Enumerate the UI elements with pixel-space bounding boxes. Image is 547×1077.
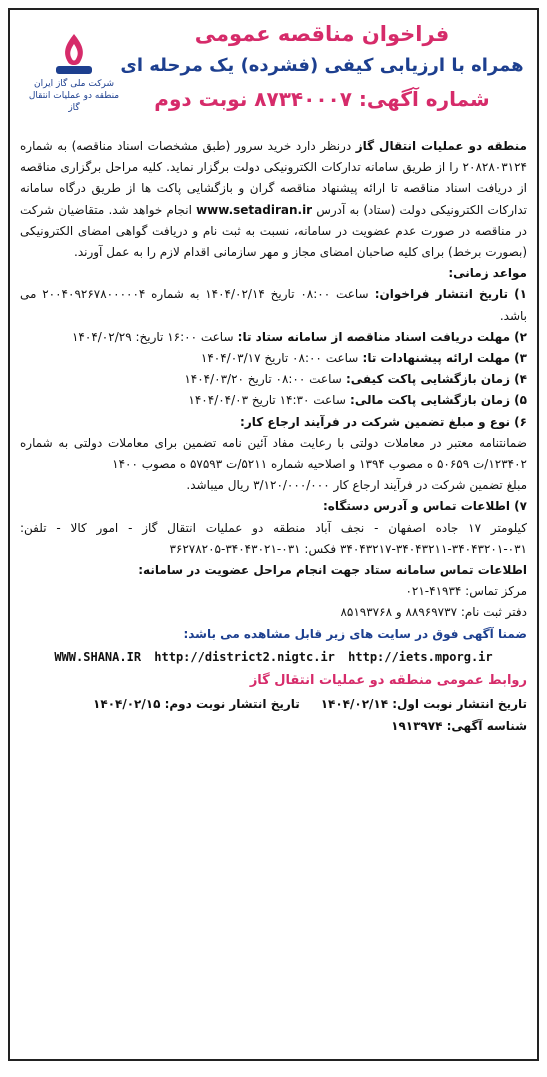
- schedule-item-3-label: ۳) مهلت ارائه پیشنهادات تا:: [358, 351, 527, 366]
- schedule-item-4-label: ۴) زمان بازگشایی پاکت کیفی:: [341, 372, 527, 387]
- guarantee-text: ضمانتنامه معتبر در معاملات دولتی با رعایت مفاد آئین نامه تضمین برای معاملات دولتی به شماره ۱۲۳۴۰۲/ت ۵۰۶۵۹ ه مصوب ۱۳۹۴ و اصلاحیه شماره ۵۲۱۱/ت ۵۷۵۹۳ ه مصوب ۱۴۰۰: [20, 435, 527, 472]
- logo-line-1: شرکت ملی گاز ایران: [34, 79, 114, 89]
- schedule-item-2-label: ۲) مهلت دریافت اسناد مناقصه از سامانه ستاد تا:: [233, 329, 527, 344]
- websites-list: [20, 645, 527, 669]
- setad-call-center: مرکز تماس: ۴۱۹۳۴-۰۲۱: [405, 584, 527, 599]
- schedule-item-3-text: ساعت ۰۸:۰۰ تاریخ ۱۴۰۴/۰۳/۱۷: [200, 351, 359, 366]
- notice-subtitle: همراه با ارزیابی کیفی (فشرده) یک مرحله ای: [120, 55, 524, 76]
- intro-text: درنظر دارد خرید سرور (طبق مشخصات اسناد مناقصه) به شماره ۲۰۸۲۸۰۳۱۲۴ را از طریق سامانه تدارکات الکترونیکی دولت برگزار نماید. کلیه مراحل برگزاری مناقصه از دریافت اسناد مناقصه تا ارائه پیشنهاد مناقصه گران و بازگشایی پاکت ها از طریق درگاه سامانه تدارکات الکترونیکی دولت (ستاد) به آدرس: [20, 139, 527, 217]
- setad-registration-office: دفتر ثبت نام: ۸۸۹۶۹۷۳۷ و ۸۵۱۹۳۷۶۸: [340, 605, 527, 620]
- schedule-item-2: [20, 327, 527, 348]
- schedule-item-3: [20, 348, 527, 369]
- company-logo: [22, 32, 126, 132]
- website-district2[interactable]: http://district2.nigtc.ir: [154, 649, 335, 664]
- contact-text: کیلومتر ۱۷ جاده اصفهان - نجف آباد منطقه دو عملیات انتقال گاز - امور کالا - تلفن: ۰۳۱-۳۴۰۴۳۲۰۱-۳۴۰۴۳۲۱۱-۳۴۰۴۳۲۱۷ فکس: ۰۳۱-۳۴۰۴۳۰۲۱-۳۶۲۷۸۲۰۵: [20, 520, 527, 556]
- website-shana[interactable]: WWW.SHANA.IR: [54, 649, 142, 664]
- org-name: منطقه دو عملیات انتقال گاز: [355, 139, 527, 153]
- second-publication-date: تاریخ انتشار نوبت دوم: ۱۴۰۴/۰۲/۱۵: [93, 696, 300, 711]
- guarantee-heading: ۶) نوع و مبلغ تضمین شرکت در فرآیند ارجاع کار:: [240, 414, 527, 429]
- schedule-item-1-label: ۱) تاریخ انتشار فراخوان:: [368, 287, 527, 302]
- contact-heading: ۷) اطلاعات تماس و آدرس دستگاه:: [322, 499, 527, 514]
- title-block: [117, 18, 527, 116]
- ad-identifier: شناسه آگهی: ۱۹۱۳۹۷۴: [391, 718, 527, 733]
- notice-title: فراخوان مناقصه عمومی: [194, 22, 450, 46]
- publication-dates: [20, 693, 527, 715]
- schedule-item-2-text: ساعت ۱۶:۰۰ تاریخ: ۱۴۰۴/۰۲/۲۹: [71, 329, 234, 344]
- intro-text-2: انجام خواهد شد. متقاضیان شرکت در مناقصه در صورت عدم عضویت در سامانه، نسبت به ثبت نام و دریافت گواهی امضای الکترونیکی (بصورت برخط) برای کلیه صاحبان امضای مجاز و مهر سازمانی اقدام لازم را به عمل آورند.: [20, 202, 527, 260]
- intro-paragraph: [20, 136, 527, 263]
- tender-notice: [8, 8, 539, 1061]
- schedule-item-1: [20, 284, 527, 326]
- setad-contact-heading: اطلاعات تماس سامانه ستاد جهت انجام مراحل عضویت در سامانه:: [138, 563, 527, 578]
- website-iets[interactable]: http://iets.mporg.ir: [348, 649, 493, 664]
- notice-header: [20, 18, 527, 136]
- notice-body: [20, 136, 527, 737]
- schedule-item-5-text: ساعت ۱۴:۳۰ تاریخ ۱۴۰۴/۰۴/۰۳: [188, 393, 346, 408]
- schedule-item-5-label: ۵) زمان بازگشایی پاکت مالی:: [345, 393, 527, 408]
- guarantee-amount: مبلغ تضمین شرکت در فرآیند ارجاع کار ۳/۱۲۰/۰۰۰/۰۰۰ ریال میباشد.: [186, 478, 527, 493]
- schedule-item-4-text: ساعت ۰۸:۰۰ تاریخ ۱۴۰۴/۰۳/۲۰: [184, 372, 342, 387]
- logo-line-2: منطقه دو عملیات انتقال گاز: [28, 91, 120, 113]
- schedule-item-5: [20, 390, 527, 411]
- first-publication-date: تاریخ انتشار نوبت اول: ۱۴۰۴/۰۲/۱۴: [320, 696, 527, 711]
- schedule-heading: مواعد زمانی:: [448, 266, 527, 281]
- websites-heading: ضمنا آگهی فوق در سایت های زیر قابل مشاهده می باشد:: [183, 626, 527, 641]
- setad-url[interactable]: www.setadiran.ir: [196, 202, 313, 217]
- schedule-item-4: [20, 369, 527, 390]
- gas-flame-icon: [52, 32, 96, 78]
- ad-number: شماره آگهی: ۸۷۳۴۰۰۰۷ نوبت دوم: [154, 87, 490, 111]
- public-relations: روابط عمومی منطقه دو عملیات انتقال گاز: [249, 672, 527, 688]
- schedule-item-1-text: ساعت ۰۸:۰۰ تاریخ ۱۴۰۴/۰۲/۱۴ به شماره ۲۰۰۴۰۹۲۶۷۸۰۰۰۰۰۴ می باشد.: [20, 287, 527, 323]
